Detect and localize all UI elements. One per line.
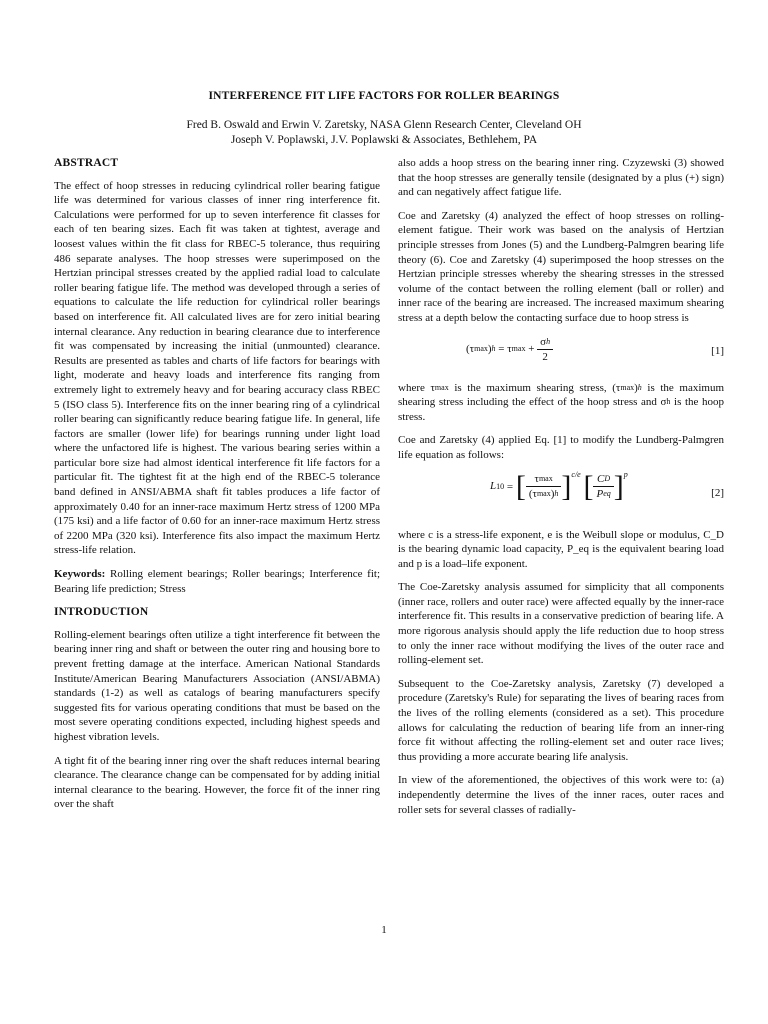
author-line-1: Fred B. Oswald and Erwin V. Zaretsky, NASA Glenn Research Center, Cleveland OH	[186, 119, 582, 131]
keywords-text: Rolling element bearings; Roller bearings; Interference fit; Bearing life prediction; Stress	[54, 568, 380, 595]
paper-title: INTERFERENCE FIT LIFE FACTORS FOR ROLLER BEARINGS	[208, 90, 560, 102]
right-paragraph-8: In view of the aforementioned, the objectives of this work were to: (a) independently determine the lives of the inner races, outer races and roller sets for several classes of radially-	[398, 774, 724, 816]
equation-1: (τmax)h = τmax + $\frac{\sigma h}{2}$ [1]	[466, 335, 724, 364]
right-paragraph-4: Coe and Zaretsky (4) applied Eq. [1] to modify the Lundberg-Palmgren life equation as follows:	[398, 434, 724, 461]
introduction-heading: INTRODUCTION	[54, 606, 149, 619]
right-paragraph-3: where τmax is the maximum shearing stress, (τmax)h is the maximum shearing stress including the effect of the hoop stress and σh is the hoop stress.	[398, 381, 725, 423]
keywords-label: Keywords:	[54, 568, 106, 581]
right-paragraph-5: where c is a stress-life exponent, e is the Weibull slope or modulus, C_D is the bearing dynamic load capacity, P_eq is the equivalent bearing load and p is a load–life exponent.	[398, 528, 724, 570]
right-paragraph-2: Coe and Zaretsky (4) analyzed the effect of hoop stresses on rolling-element fatigue. Their work was based on the analysis of Hertzian principle stresses from Jones (5) and the Lundberg-Palmgren bearing life theory (6). Coe and Zaretsky (4) superimposed the hoop stresses on the Hertzian principle stresses whereby the shearing stresses in the stressed volume of the contact between the rolling element (ball or roller) and inner race of the bearing are increased. The increased maximum shearing stress at a depth below the contacting surface due to hoop stress is	[398, 209, 724, 324]
intro-paragraph-1: Rolling-element bearings often utilize a tight interference fit between the bearing inner ring and shaft or between the outer ring and housing bore to prevent fretting damage at the interface. American National Standards Institute/American Bearing Manufacturers Association (ANSI/ABMA) standards (1-2) as well as catalogs of bearing manufacturers specify suggested fits for various operating conditions that must be based on the most severe operating conditions expected, including highest speeds and highest vibration levels.	[54, 628, 380, 743]
equation-2: L10 = [ $\frac{\tau\max}{(\tau\max)h}$ ]$^{c/e}$ [ $\frac{CD}{\text{Peq}}$ ]$^p$ [2]	[490, 469, 724, 503]
equation-2-number: [2]	[711, 486, 724, 499]
author-block	[0, 118, 768, 148]
page-number: 1	[381, 924, 387, 936]
abstract-heading: ABSTRACT	[54, 157, 119, 169]
abstract-text: The effect of hoop stresses in reducing cylindrical roller bearing fatigue life was determined for various classes of inner ring interference fit. Calculations were performed for up to seven interference fit classes for each of ten bearing sizes. Each fit was taken at tightest, average and loosest values within the fit class for RBEC-5 tolerance, thus requiring 486 separate analyses. The hoop stresses were superimposed on the Hertzian principal stresses created by the applied radial load to calculate roller bearing fatigue life. The method was developed through a series of equations to calculate the life reduction for cylindrical roller bearings based on interference fit. All calculated lives are for zero initial bearing internal clearance. Any reduction in bearing clearance due to interference fit was compensated by increasing the initial (unmounted) clearance. Results are presented as tables and charts of life factors for bearings with light, moderate and heavy loads and interference fits ranging from extremely light to extremely heavy and for bearing accuracy class RBEC 5 (ISO class 5). Interference fits on the inner bearing ring of a cylindrical roller bearing can significantly reduce bearing fatigue life. In general, life factors are smaller (lower life) for bearings running under light load where the unfactored life is highest. The various bearing series within a particular bore size had almost identical interference fit life factors for a particular fit. The tightest fit at the high end of the RBEC-5 tolerance band defined in ANSI/ABMA shaft fit tables produces a life factor of approximately 0.40 for an inner-race maximum Hertz stress of 1200 MPa (175 ksi) and a life factor of 0.60 for an inner-race maximum Hertz stress of 2200 MPa (320 ksi). Interference fits also impact the maximum Hertz stress-life relation.	[54, 179, 380, 557]
right-paragraph-1: also adds a hoop stress on the bearing inner ring. Czyzewski (3) showed that the hoop stresses are generally tensile (designated by a plus (+) sign) and can negatively affect fatigue life.	[398, 157, 724, 199]
keywords-paragraph	[54, 567, 380, 596]
right-paragraph-6: The Coe-Zaretsky analysis assumed for simplicity that all components (inner race, rollers and outer race) were affected equally by the inner-race interference fit. This results in a conservative prediction of bearing life. A more rigorous analysis should apply the life reduction due to hoop stress to only the inner race without modifying the lives of the outer race and rolling-element set.	[398, 581, 724, 667]
intro-paragraph-2: A tight fit of the bearing inner ring over the shaft reduces internal bearing clearance. The clearance change can be compensated for by adding initial internal clearance to the bearing. However, the force fit of the inner ring over the shaft	[54, 754, 380, 811]
right-paragraph-7: Subsequent to the Coe-Zaretsky analysis, Zaretsky (7) developed a procedure (Zaretsky's Rule) for separating the lives of bearing races from the lives of the rolling elements (considered as a set). This procedure allows for calculating the reduction of bearing life from an inner-ring force fit without affecting the rolling-element set and outer race lives; thus providing a more accurate bearing life analysis.	[398, 677, 724, 763]
left-column	[54, 156, 380, 821]
right-column	[398, 156, 724, 826]
equation-1-number: [1]	[711, 344, 724, 357]
author-line-2: Joseph V. Poplawski, J.V. Poplawski & Associates, Bethlehem, PA	[230, 134, 538, 146]
